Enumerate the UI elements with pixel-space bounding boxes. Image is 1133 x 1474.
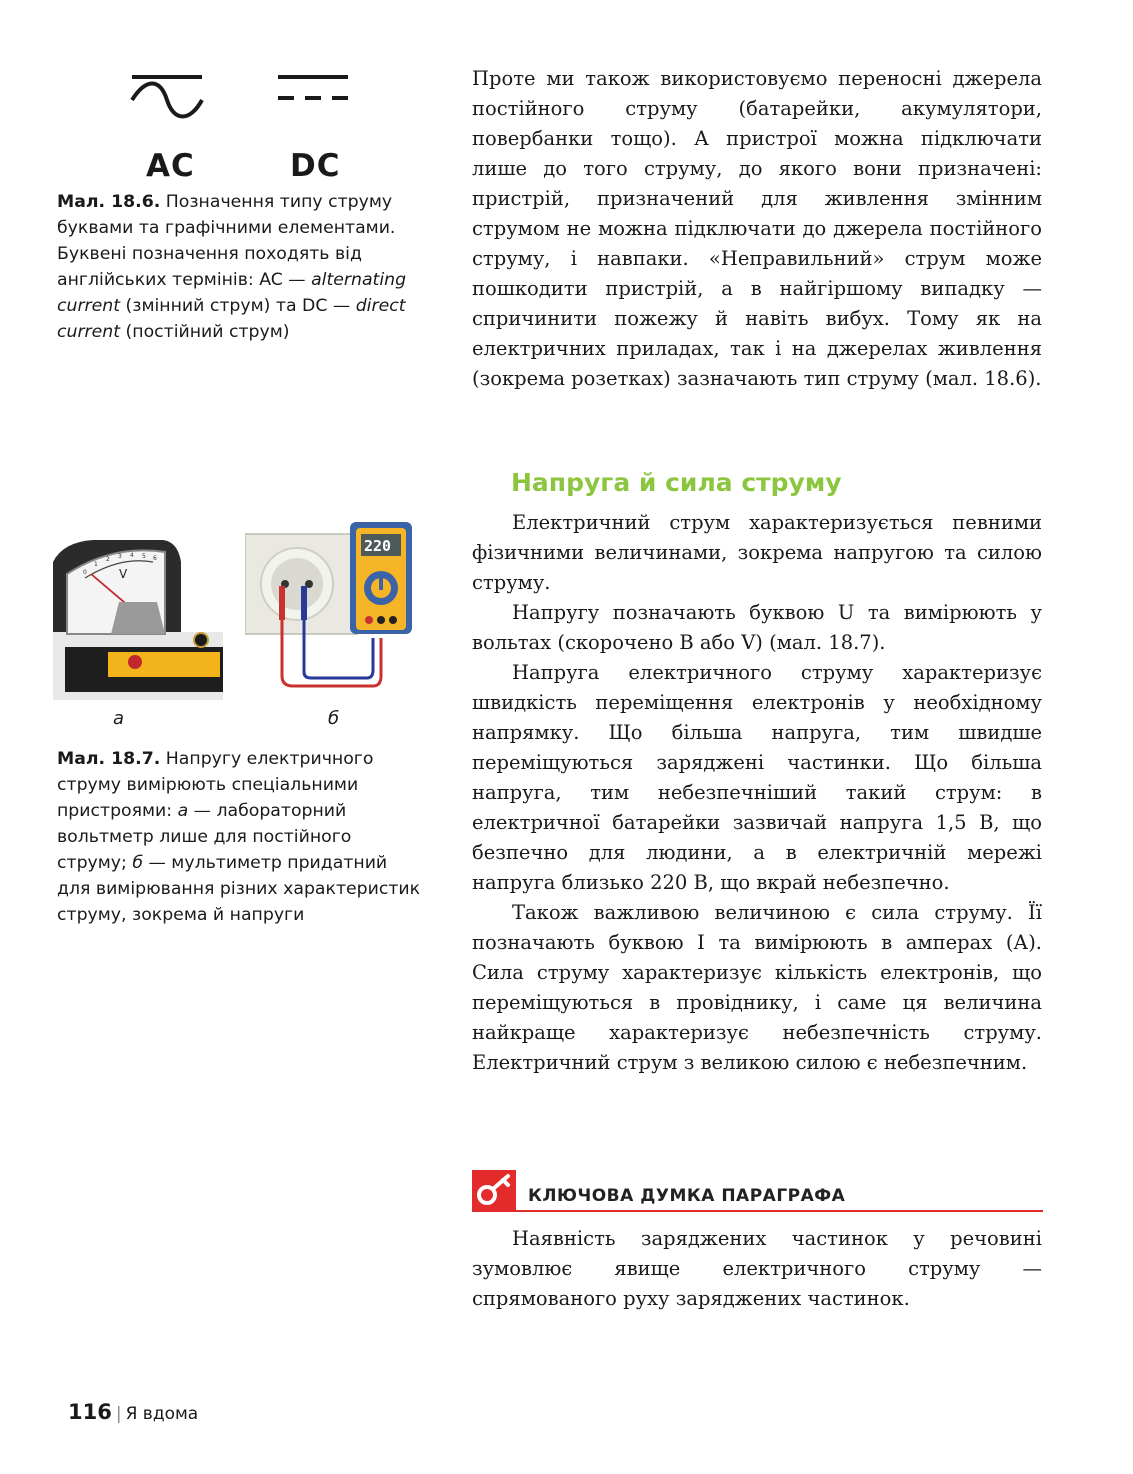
caption-ac-term: alternating current <box>57 270 407 316</box>
jack-black <box>377 616 385 624</box>
paragraph: Проте ми також використовуємо переносні джерела постійного струму (батарейки, акумулятори, повербанки тощо). А пристрої можна підключати лише до того струму, до якого вони призначені: пристрій, призначений для живлення змінним струмом не можна підключати до джерела постійного струму, і навпаки. «Неправильний» струм може пошкодити пристрій, а в найгіршому випадку — спричинити пожежу й навіть вибух. Тому як на електричних приладах, так і на джерелах живлення (зокрема розетках) зазначають тип струму (мал. 18.6). <box>472 67 1042 390</box>
footer-separator: | <box>115 1404 122 1424</box>
black-terminal <box>194 633 208 647</box>
sub-label-a: а <box>113 708 125 729</box>
figure-18-7-caption <box>57 746 425 928</box>
blue-probe <box>301 586 307 620</box>
scale-3: 3 <box>118 553 122 560</box>
caption-ref-a: а <box>177 801 189 821</box>
socket-inner <box>271 558 323 610</box>
paragraph: Електричний струм характеризується певними фізичними величинами, зокрема напругою та силою струму. <box>472 511 1042 594</box>
intro-paragraph-block <box>472 64 1042 394</box>
red-probe <box>279 586 285 620</box>
jack-red <box>365 616 373 624</box>
scale-2: 2 <box>106 556 110 563</box>
terminal-plate <box>108 652 220 677</box>
red-terminal <box>128 655 142 669</box>
caption-text: — мультиметр придатний для вимірювання різних характеристик струму, зокрема й напруги <box>57 853 421 925</box>
paragraph: Напругу позначають буквою U та вимірюють у вольтах (скорочено В або V) (мал. 18.7). <box>472 601 1042 654</box>
footer-section: Я вдома <box>125 1404 199 1424</box>
caption-text: — лабораторний вольтметр лише для постійного струму; <box>57 801 352 873</box>
caption-text: (постійний струм) <box>120 322 290 342</box>
scale-5: 5 <box>142 553 146 560</box>
page-footer <box>68 1400 198 1424</box>
caption-ref-b: б <box>132 853 144 873</box>
section-body <box>472 508 1042 1078</box>
caption-lead: Мал. 18.6. <box>57 192 161 212</box>
key-idea-body <box>472 1224 1042 1314</box>
ac-dc-symbols <box>110 60 410 185</box>
sub-label-b: б <box>328 708 340 729</box>
multimeter-reading: 220 <box>364 537 392 555</box>
caption-lead: Мал. 18.7. <box>57 749 161 769</box>
needle-cover <box>111 602 165 634</box>
scale-1: 1 <box>94 561 98 568</box>
dc-label: DC <box>290 148 341 184</box>
caption-text: Позначення типу струму буквами та графічними елементами. Буквені позначення походять від англійських термінів: AC — <box>57 192 396 290</box>
ac-label: AC <box>146 148 195 184</box>
dial-pointer <box>379 576 383 590</box>
unit-label: V <box>119 567 128 581</box>
key-idea-text: Наявність заряджених частинок у речовині зумовлює явище електричного струму — спрямованого руху заряджених частинок. <box>472 1227 1042 1310</box>
paragraph: Напруга електричного струму характеризує швидкість переміщення електронів у необхідному напрямку. Що більша напруга, тим швидше переміщуються заряджені частинки. Що більша напруга, тим небезпечніший такий струм: в електричної батарейки зазвичай напруга 1,5 В, що безпечно для людини, а в електричній мережі напруга близько 220 В, що вкрай небезпечно. <box>472 661 1042 894</box>
caption-text: Напругу електричного струму вимірюють спеціальними пристроями: <box>57 749 374 821</box>
key-idea-divider <box>516 1210 1043 1212</box>
section-heading: Напруга й сила струму <box>511 468 842 497</box>
figure-18-6-caption <box>57 189 425 345</box>
ac-wave-icon <box>132 84 202 117</box>
page-number: 116 <box>68 1400 112 1424</box>
jack-common <box>389 616 397 624</box>
scale-0: 0 <box>83 569 87 576</box>
scale-4: 4 <box>130 552 134 559</box>
caption-dc-term: direct current <box>57 296 406 342</box>
ac-dc-graphics <box>110 60 410 140</box>
key-icon <box>472 1170 516 1212</box>
paragraph: Також важливою величиною є сила струму. Її позначають буквою I та вимірюють в амперах (А). Сила струму характеризує кількість електронів, що переміщуються в провіднику, і саме ця величина найкраще характеризує небезпечність струму. Електричний струм з великою силою є небезпечним. <box>472 901 1042 1074</box>
multimeter-illustration <box>245 520 425 700</box>
voltmeter-illustration <box>53 522 223 700</box>
scale-6: 6 <box>153 555 157 562</box>
key-idea-title: КЛЮЧОВА ДУМКА ПАРАГРАФА <box>528 1186 846 1206</box>
key-idea-badge <box>472 1170 516 1212</box>
caption-text: (змінний струм) та DC — <box>120 296 356 316</box>
